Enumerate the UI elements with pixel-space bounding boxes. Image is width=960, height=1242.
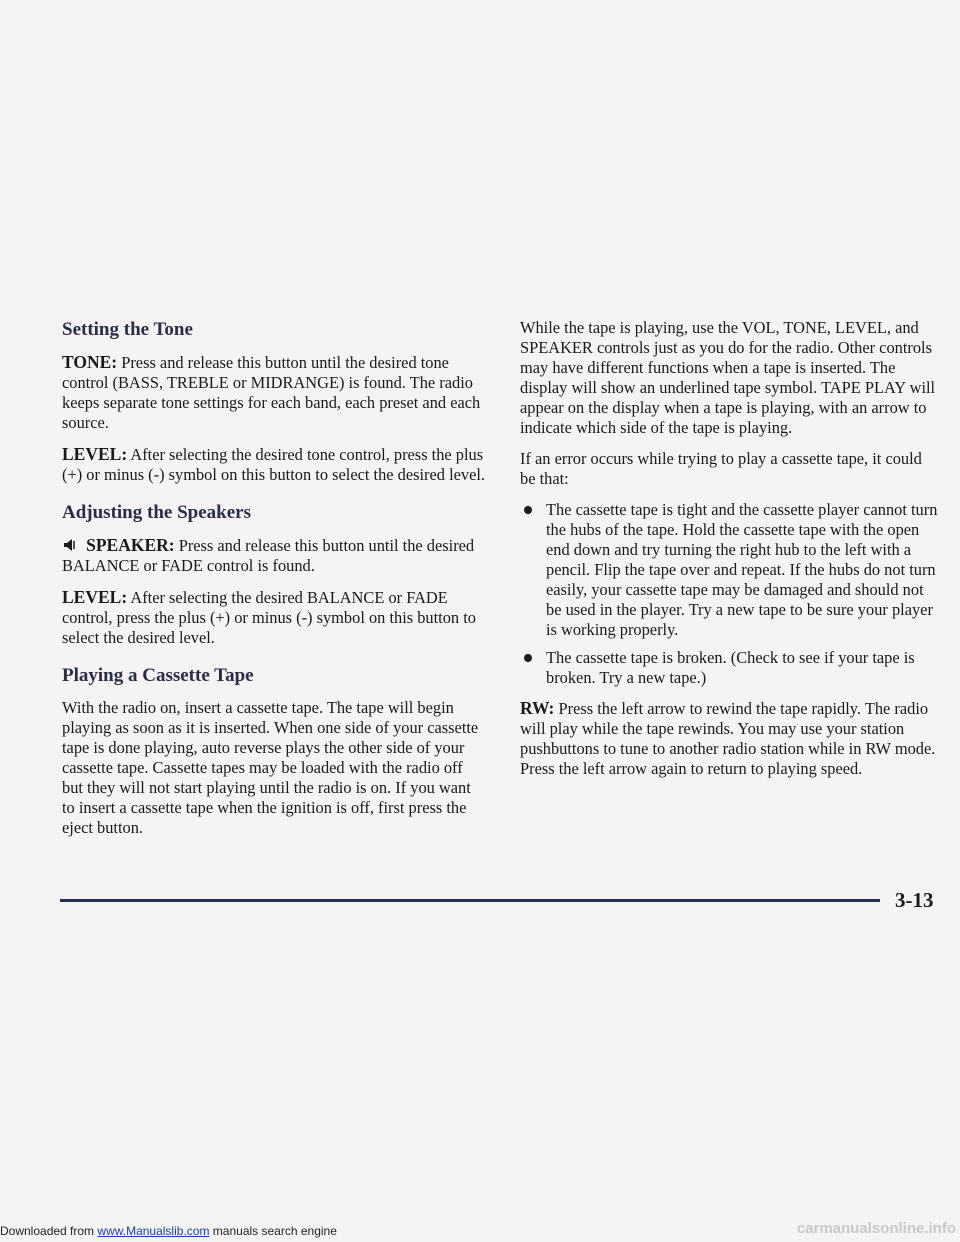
- tone-heading: Setting the Tone: [62, 319, 193, 340]
- level-term: LEVEL:: [62, 444, 128, 464]
- bullet-icon: [524, 506, 532, 514]
- level-tone-paragraph: [62, 444, 487, 485]
- left-column: [62, 318, 487, 849]
- level-term-2: LEVEL:: [62, 587, 128, 607]
- cassette-heading: Playing a Cassette Tape: [62, 665, 254, 686]
- list-item: [520, 500, 940, 640]
- speaker-paragraph: [62, 535, 487, 576]
- list-item-text: The cassette tape is tight and the cassette player cannot turn the hubs of the tape. Hold the cassette tape with the open end down and try turning the right hub to the left with a pencil. Flip the tape over and repeat. If the hubs do not turn easily, your cassette tape may be damaged and should not be used in the player. Try a new tape to be sure your player is working properly.: [546, 500, 938, 639]
- tape-intro-paragraph: While the tape is playing, use the VOL, TONE, LEVEL, and SPEAKER controls just as you do for the radio. Other controls may have different functions when a tape is inserted. The display will show an underlined tape symbol. TAPE PLAY will appear on the display when a tape is playing, with an arrow to indicate which side of the tape is playing.: [520, 318, 936, 437]
- bullet-icon: [524, 654, 532, 662]
- download-footer: [0, 1224, 337, 1238]
- tone-paragraph: [62, 352, 487, 433]
- rw-text: Press the left arrow to rewind the tape rapidly. The radio will play while the tape rewinds. You may use your station pushbuttons to tune to another radio station while in RW mode. Press the left arrow again to return to playing speed.: [520, 699, 936, 778]
- speaker-text: Press and release this button until the desired BALANCE or FADE control is found.: [62, 536, 475, 575]
- manualslib-link[interactable]: www.Manualslib.com: [97, 1224, 210, 1238]
- page-number: 3-13: [895, 888, 934, 912]
- footer-prefix: Downloaded from: [0, 1224, 95, 1238]
- rw-term: RW:: [520, 698, 555, 718]
- error-list: [520, 500, 940, 688]
- rw-paragraph: [520, 698, 940, 779]
- watermark: carmanualsonline.info: [796, 1220, 956, 1237]
- footer-suffix: manuals search engine: [212, 1224, 337, 1238]
- level-speaker-paragraph: [62, 587, 487, 648]
- cassette-paragraph: With the radio on, insert a cassette tape. The tape will begin playing as soon as it is inserted. When one side of your cassette tape is done playing, auto reverse plays the other side of your cassette tape. Cassette tapes may be loaded with the radio off but they will not start playing until the radio is on. If you want to insert a cassette tape when the ignition is off, first press the eject button.: [62, 698, 479, 837]
- footer-rule: [60, 899, 880, 902]
- error-paragraph: If an error occurs while trying to play a cassette tape, it could be that:: [520, 449, 922, 488]
- right-column: [520, 318, 940, 790]
- speaker-term: SPEAKER:: [86, 535, 175, 555]
- level-speaker-text: After selecting the desired BALANCE or FADE control, press the plus (+) or minus (-) symbol on this button to select the desired level.: [62, 588, 476, 647]
- tone-text: Press and release this button until the desired tone control (BASS, TREBLE or MIDRANGE) is found. The radio keeps separate tone settings for each band, each preset and each source.: [62, 353, 481, 432]
- speaker-icon: [62, 537, 76, 553]
- tone-term: TONE:: [62, 352, 118, 372]
- list-item: [520, 648, 940, 688]
- level-tone-text: After selecting the desired tone control, press the plus (+) or minus (-) symbol on this button to select the desired level.: [62, 445, 486, 484]
- list-item-text: The cassette tape is broken. (Check to see if your tape is broken. Try a new tape.): [546, 648, 915, 687]
- speakers-heading: Adjusting the Speakers: [62, 502, 251, 523]
